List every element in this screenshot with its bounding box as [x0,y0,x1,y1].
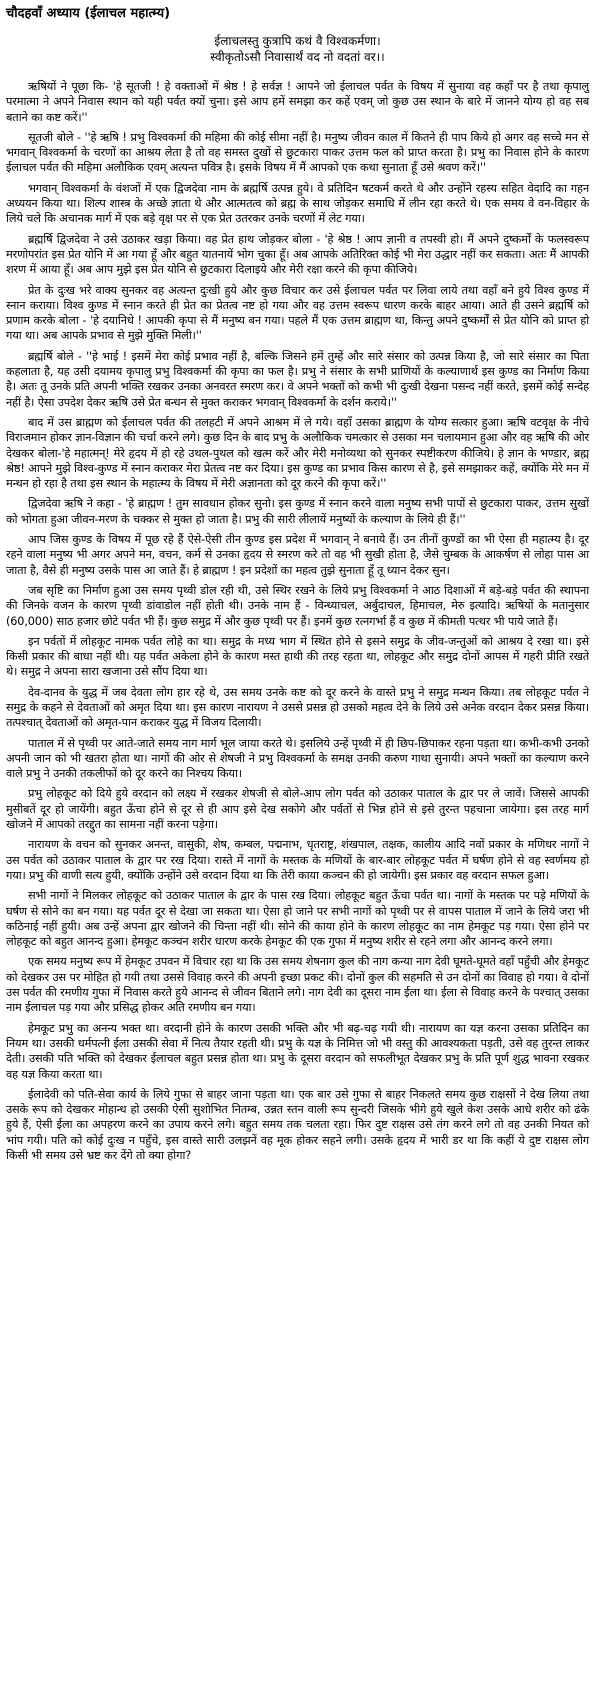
chapter-title: चौदहवाँ अध्याय (ईलाचल महात्म्य) [6,6,171,21]
sanskrit-verse [6,33,589,65]
paragraph: भगवान् विश्वकर्मा के वंशजों में एक द्विजदेवा नाम के ब्रह्मर्षि उत्पन्न हुये। वे प्रतिदिन षटकर्म करते थे और उन्होंने रहस्य सहित वेदादि का गहन अध्ययन किया था। शिल्प शास्त्र के अच्छे ज्ञाता थे और आत्मतत्व को ब्रह्म के साथ जोड़कर समाधि में लीन रहा करते थे। एक समय वे वन-विहार के लिये चले कि अचानक मार्ग में एक बड़े वृक्ष पर से एक प्रेत उतरकर उनके चरणों में लेट गया। [6,181,589,226]
paragraph: सूतजी बोले - ''हे ऋषि ! प्रभु विश्वकर्मा की महिमा की कोई सीमा नहीं है। मनुष्य जीवन काल में कितने ही पाप किये हो अगर वह सच्चे मन से भगवान् विश्वकर्मा के चरणों का आश्रय लेता है तो वह समस्त दुखों से छुटकारा पाकर उत्तम फल को प्राप्त करता है। प्रभु का निवास होने के कारण ईलाचल पर्वत की महिमा अलौकिक एवम् अत्यन्त पवित्र है। इसके विषय में मैं आपको एक कथा सुनाता हूँ उसे श्रवण करें।'' [6,130,589,175]
verse-line: ईलाचलस्तु कुत्रापि कथं वै विश्वकर्मणा। [214,34,381,48]
paragraph: सभी नागों ने मिलकर लोहकूट को उठाकर पाताल के द्वार के पास रख दिया। लोहकूट बहुत ऊँचा पर्वत था। नागों के मस्तक पर पड़े मणियों के घर्षण से सोने का बन गया। यह पर्वत दूर से देखा जा सकता था। ऐसा हो जाने पर सभी नागों को पृथ्वी पर से वापस पाताल में जाने के लिये जरा भी कठिनाई नहीं हुयी। अब उन्हें अपना द्वार खोजने की चिन्ता नहीं थी। सोने की काया होने के कारण लोहकूट का नाम हेमकूट पड़ गया। ऐसा होने पर लोहकूट को बहुत आनन्द हुआ। हेमकूट कञ्चन शरीर धारण करके हेमकूट की एक गुफा में मनुष्य शरीर से रहने लगा और आनन्द करने लगा। [6,889,589,949]
paragraph: ब्रह्मर्षि द्विजदेवा ने उसे उठाकर खड़ा किया। वह प्रेत हाथ जोड़कर बोला - 'हे श्रेष्ठ ! आप ज्ञानी व तपस्वी हो। मैं अपने दुष्कर्मों के फलस्वरूप मरणोपरांत इस प्रेत योनि में आ गया हूँ और बहुत यातनायें भोग चुका हूँ। अब आपके अतिरिक्त कोई भी मेरा उद्धार नहीं कर सकता। अतः मैं आपकी शरण में आया हूँ। अब आप मुझे इस प्रेत योनि से छुटकारा दिलाइये और मेरी रक्षा करने की कृपा कीजिये। [6,232,589,277]
paragraph: देव-दानव के युद्ध में जब देवता लोग हार रहे थे, उस समय उनके कष्ट को दूर करने के वास्ते प्रभु ने समुद्र मन्थन किया। तब लोहकूट पर्वत ने समुद्र के कहने से देवताओं को अमृत दिया था। इस कारण नारायण ने उससे प्रसन्न हो उसको महत्व देने के लिये उसे अनेक वरदान देकर प्रसन्न किया। तत्पश्चात् देवताओं को अमृत-पान कराकर युद्ध में विजय दिलायी। [6,685,589,730]
paragraph: एक समय मनुष्य रूप में हेमकूट उपवन में विचार रहा था कि उस समय शेषनाग कुल की नाग कन्या नाग देवी घूमते-घूमते वहाँ पहुँची और हेमकूट को देखकर उस पर मोहित हो गयी तथा उससे विवाह करने की अपनी इच्छा प्रकट की। दोनों कुल की सहमति से उन दोनों का विवाह हो गया। वे दोनों उस पर्वत की रमणीय गुफा में निवास करते हुये आनन्द से जीवन बिताने लगे। नाग देवी का दूसरा नाम ईला था। ईला से विवाह करने के पश्चात् उसका नाम ईलाचल पड़ गया और प्रसिद्ध होकर अति रमणीय बन गया। [6,955,589,1015]
paragraph: जब सृष्टि का निर्माण हुआ उस समय पृथ्वी डोल रही थी, उसे स्थिर रखने के लिये प्रभु विश्वकर्मा ने आठ दिशाओं में बड़े-बड़े पर्वत की स्थापना की जिनके वजन के कारण पृथ्वी डांवाडोल नहीं होती थी। उनके नाम हैं - विन्ध्याचल, अर्बुदाचल, हिमाचल, मेरु इत्यादि। ऋषियों के मतानुसार (60,000) साठ हजार छोटे पर्वत भी हैं। कुछ समुद्र में और कुछ पृथ्वी पर हैं। इनमें कुछ रत्नगर्भा हैं व कुछ में कीमती पत्थर भी पाये जाते हैं। [6,583,589,628]
chapter-body [6,79,589,1163]
paragraph: नारायण के वचन को सुनकर अनन्त, वासुकी, शेष, कम्बल, पद्मनाभ, धृतराष्ट्र, शंखपाल, तक्षक, कालीय आदि नवों प्रकार के मणिधर नागों ने उस पर्वत को उठाकर पाताल के द्वार पर रख दिया। रास्ते में नागों के मस्तक के मणियों के बार-बार लोहकूट पर्वत में घर्षण होने से वह स्वर्णमय हो गया। प्रभु की वाणी सत्य हुयी, क्योंकि उन्होंने उसे वरदान दिया था कि तेरी काया कञ्चन की हो जायेगी। इस प्रकार वह वरदान सफल हुआ। [6,838,589,882]
paragraph: हेमकूट प्रभु का अनन्य भक्त था। वरदानी होने के कारण उसकी भक्ति और भी बढ़-चढ़ गयी थी। नारायण का यज्ञ करना उसका प्रतिदिन का नियम था। उसकी धर्मपत्नी ईला उसकी सेवा में नित्य तैयार रहती थी। प्रभु के यज्ञ के निमित्त जो भी वस्तु की आवश्यकता पड़ती, उसे वह तुरन्त लाकर देती। उसकी पति भक्ति को देखकर ईलाचल बहुत प्रसन्न होता था। प्रभु के दूसरा वरदान को सफलीभूत देखकर प्रभु के प्रति पूर्ण शुद्ध भावना रखकर वह यज्ञ किया करता था। [6,1021,589,1081]
paragraph: प्रेत के दुःख भरे वाक्य सुनकर वह अत्यन्त दुःखी हुये और कुछ विचार कर उसे ईलाचल पर्वत पर लिवा लाये तथा वहाँ बने हुये विश्व कुण्ड में स्नान कराया। विश्व कुण्ड में स्नान करते ही प्रेत का प्रेतत्व नष्ट हो गया और वह उत्तम स्वरूप धारण करके बाहर आया। आते ही उसने ब्रह्मर्षि को प्रणाम करके बोला - 'हे दयानिधे ! आपकी कृपा से मैं मनुष्य बन गया। पहले मैं एक उत्तम ब्राह्मण था, किन्तु अपने दुष्कर्मों से प्रेत योनि को प्राप्त हो गया था। अब आपके प्रभाव से मुझे मुक्ति मिली।'' [6,283,589,343]
paragraph: प्रभु लोहकूट को दिये हुये वरदान को लक्ष्य में रखकर शेषजी से बोले-आप लोग पर्वत को उठाकर पाताल के द्वार पर ले जावें। जिससे आपकी मुसीबतें दूर हो जायेंगी। बहुत ऊँचा होने से दूर से ही आप इसे देख सकोगे और पर्वतों से भिन्न होने से इसे तुरन्त पहचाना जायेगा। इस तरह मार्ग खोजने में आपको तरद्दुत का सामना नहीं करना पड़ेगा। [6,787,589,832]
paragraph: ईलादेवी को पति-सेवा कार्य के लिये गुफा से बाहर जाना पड़ता था। एक बार उसे गुफा से बाहर निकलते समय कुछ राक्षसों ने देख लिया तथा उसके रूप को देखकर मोहान्ध हो उसकी ऐसी सुशोभित नितम्ब, उन्नत स्तन वाली रूप सुन्दरी जिसके भीगे हुये खुले केश उसके आधे शरीर को ढंके हुये हैं, ऐसी ईला का अपहरण करने का उपाय करने लगे। बहुत समय तक चलता रहा। फिर दुष्ट राक्षस उसे तंग करने लगे तो वह उनकी नियत को भांप गयी। पति को कोई दुःख न पहुँचे, इस वास्ते सारी उलझनें वह मूक होकर सहने लगी। उसके हृदय में भारी डर था कि कहीं ये दुष्ट राक्षस लोग किसी भी समय उसे भ्रष्ट कर देंगे तो क्या होगा? [6,1087,589,1162]
paragraph: इन पर्वतों में लोहकूट नामक पर्वत लोहे का था। समुद्र के मध्य भाग में स्थित होने से इसने समुद्र के जीव-जन्तुओं को आश्रय दे रखा था। इसे किसी प्रकार की बाधा नहीं थी। यह पर्वत अकेला होने के कारण मस्त हाथी की तरह रहता था, लोहकूट और समुद्र दोनों आपस में गहरी प्रीति रखते थे। समुद्र ने अपना सारा खजाना उसे सौंप दिया था। [6,634,589,679]
verse-line: स्वीकृतोऽसौ निवासार्थं वद नो वदतां वर।। [210,50,385,64]
paragraph: बाद में उस ब्राह्मण को ईलाचल पर्वत की तलहटी में अपने आश्रम में ले गये। वहाँ उसका ब्राह्मण के योग्य सत्कार हुआ। ऋषि वटवृक्ष के नीचे विराजमान होकर ज्ञान-विज्ञान की चर्चा करने लगे। कुछ दिन के बाद प्रभु के अलौकिक चमत्कार से उसका मन चलायमान हुआ और वह ऋषि की ओर देखकर बोला-'हे महात्मन्! मेरे हृदय में हो रहे उथल-पुथल को खत्म करें और मेरी मनोव्यथा को सुनकर स्पष्टीकरण कीजिये। हे ज्ञान के भण्डार, ब्रह्म श्रेष्ठ! आपने मुझे विश्व-कुण्ड में स्नान कराकर मेरा प्रेतत्व नष्ट कर दिया। इस कुण्ड का प्रभाव किस कारण से है, इसे समझाकर कहें, क्योंकि मेरे मन में मन्थन हो रहा है तथा इस स्थान के महात्म्य के विषय में मेरी अज्ञानता को दूर करने की कृपा करें।'' [6,415,589,491]
paragraph: ऋषियों ने पूछा कि- 'हे सूतजी ! हे वक्ताओं में श्रेष्ठ ! हे सर्वज्ञ ! आपने जो ईलाचल पर्वत के विषय में सुनाया वह कहाँ पर है तथा कृपालु परमात्मा ने अपने निवास स्थान को यही पर्वत क्यों चुना। इसे आप हमें समझा कर कहें एवम् जो कुछ उस स्थान के बारे में जानने योग्य हो वह सब बताने का कष्ट करें।'' [6,80,589,124]
paragraph: पाताल में से पृथ्वी पर आते-जाते समय नाग मार्ग भूल जाया करते थे। इसलिये उन्हें पृथ्वी में ही छिप-छिपाकर रहना पड़ता था। कभी-कभी उनको अपनी जान को भी खतरा होता था। नागों की ओर से शेषजी ने प्रभु विश्वकर्मा के समक्ष उनकी करुण गाथा सुनायी। अपने भक्तों का कल्याण करने वाले प्रभु ने उनकी तकलीफों को दूर करने का निश्चय किया। [6,736,589,781]
paragraph: आप जिस कुण्ड के विषय में पूछ रहे हैं ऐसे-ऐसी तीन कुण्ड इस प्रदेश में भगवान् ने बनाये हैं। उन तीनों कुण्डों का भी ऐसा ही महात्म्य है। दूर रहने वाला मनुष्य भी अगर अपने मन, वचन, कर्म से उनका हृदय से स्मरण करे तो वह भी सुखी होता है, जैसे चुम्बक के आकर्षण से लोहा पास आ जाता है, वैसे ही मनुष्य उसके पास आ जाते हैं। हे ब्राह्मण ! इन प्रदेशों का महत्व तुझे सुनाता हूँ तू ध्यान देकर सुन। [6,533,589,577]
paragraph: द्विजदेवा ऋषि ने कहा - 'हे ब्राह्मण ! तुम सावधान होकर सुनो। इस कुण्ड में स्नान करने वाला मनुष्य सभी पापों से छुटकारा पाकर, उत्तम सुखों को भोगता हुआ जीवन-मरण के चक्कर से मुक्त हो जाता है। प्रभु की सारी लीलायें मनुष्यों के कल्याण के लिये ही हैं।'' [6,497,589,526]
paragraph: ब्रह्मर्षि बोले - ''हे भाई ! इसमें मेरा कोई प्रभाव नहीं है, बल्कि जिसने हमें तुम्हें और सारे संसार को उत्पन्न किया है, जो सारे संसार का पिता कहलाता है, यह उसी दयामय कृपालु प्रभु विश्वकर्मा की कृपा का फल है। प्रभु ने संसार के सभी प्राणियों के कल्याणार्थ इस कुण्ड का निर्माण किया है। अतः तू उनके प्रति अपनी भक्ति रखकर उनका अनवरत स्मरण कर। वे अपने भक्तों को कभी भी दुःखी देखना पसन्द नहीं करते, इसमें कोई सन्देह नहीं है। ऐसा उपदेश देकर ऋषि उसे प्रेत बन्धन से मुक्त कराकर भगवान् विश्वकर्मा के दर्शन कराये।'' [6,349,589,409]
